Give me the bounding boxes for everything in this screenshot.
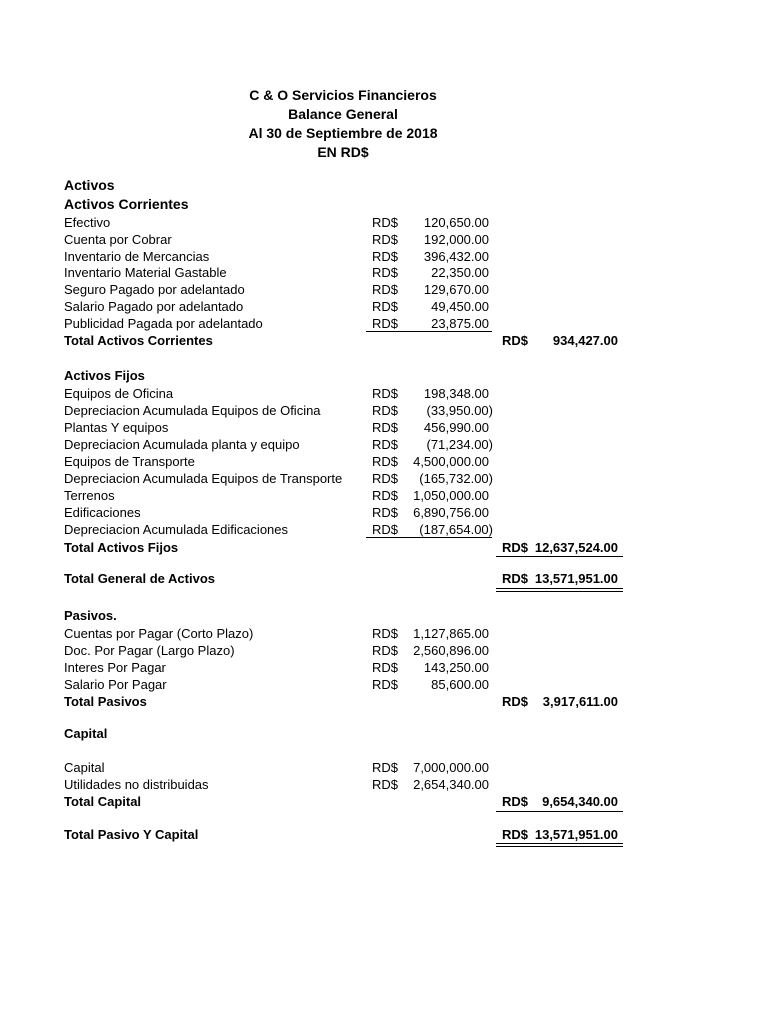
report-date: Al 30 de Septiembre de 2018	[248, 125, 438, 141]
row-amount: 49,450.00	[431, 299, 489, 314]
row-amount: 7,000,000.00	[413, 760, 489, 775]
total-amount: 12,637,524.00	[534, 540, 618, 555]
row-amount: 129,670.00	[423, 282, 489, 297]
total-row	[0, 793, 768, 810]
grand-total-row	[0, 570, 768, 587]
row-currency: RD$	[372, 626, 399, 641]
row-currency: RD$	[372, 386, 399, 401]
report-title: Balance General	[288, 106, 398, 122]
total-row	[0, 539, 768, 556]
row-label: Seguro Pagado por adelantado	[64, 282, 245, 297]
double-rule	[496, 588, 623, 592]
total-rule	[496, 556, 623, 557]
row-currency: RD$	[372, 282, 399, 297]
row-currency: RD$	[372, 232, 399, 247]
section-pasivos-title: Pasivos.	[64, 608, 117, 623]
table-row	[0, 214, 768, 231]
row-currency: RD$	[372, 215, 399, 230]
table-row	[0, 487, 768, 504]
total-label: Total General de Activos	[64, 571, 215, 586]
row-currency: RD$	[372, 522, 399, 537]
table-row	[0, 470, 768, 487]
row-label: Terrenos	[64, 488, 115, 503]
row-currency: RD$	[372, 488, 399, 503]
row-currency: RD$	[372, 403, 399, 418]
row-label: Equipos de Oficina	[64, 386, 174, 401]
table-row	[0, 521, 768, 538]
table-row	[0, 385, 768, 402]
row-label: Efectivo	[64, 215, 111, 230]
row-amount: 396,432.00	[423, 249, 489, 264]
table-row	[0, 231, 768, 248]
grand-total-row	[0, 826, 768, 843]
row-label: Depreciacion Acumulada Equipos de Oficina	[64, 403, 321, 418]
row-label: Edificaciones	[64, 505, 141, 520]
section-activos-corrientes-title: Activos Corrientes	[64, 196, 189, 212]
table-row	[0, 419, 768, 436]
total-row	[0, 332, 768, 349]
subtotal-rule	[366, 537, 492, 538]
row-amount: 22,350.00	[431, 265, 489, 280]
table-row	[0, 504, 768, 521]
row-amount: (187,654.00)	[419, 522, 493, 537]
row-amount: (33,950.00)	[426, 403, 493, 418]
section-activos-fijos-title: Activos Fijos	[64, 368, 145, 383]
row-amount: 4,500,000.00	[413, 454, 489, 469]
row-currency: RD$	[372, 677, 399, 692]
row-currency: RD$	[372, 454, 399, 469]
total-label: Total Pasivos	[64, 694, 147, 709]
row-amount: 1,050,000.00	[413, 488, 489, 503]
row-label: Inventario Material Gastable	[64, 265, 227, 280]
row-amount: 23,875.00	[431, 316, 489, 331]
total-amount: 13,571,951.00	[534, 571, 618, 586]
table-row	[0, 759, 768, 776]
row-currency: RD$	[372, 316, 399, 331]
total-label: Total Activos Fijos	[64, 540, 179, 555]
table-row	[0, 264, 768, 281]
row-label: Publicidad Pagada por adelantado	[64, 316, 263, 331]
row-label: Depreciacion Acumulada Equipos de Transporte	[64, 471, 343, 486]
total-currency: RD$	[502, 827, 529, 842]
total-label: Total Activos Corrientes	[64, 333, 213, 348]
row-amount: 456,990.00	[423, 420, 489, 435]
total-currency: RD$	[502, 333, 529, 348]
row-label: Cuentas por Pagar (Corto Plazo)	[64, 626, 254, 641]
table-row	[0, 315, 768, 332]
row-currency: RD$	[372, 299, 399, 314]
table-row	[0, 248, 768, 265]
row-amount: (71,234.00)	[426, 437, 493, 452]
table-row	[0, 281, 768, 298]
row-label: Depreciacion Acumulada Edificaciones	[64, 522, 289, 537]
table-row	[0, 676, 768, 693]
row-label: Cuenta por Cobrar	[64, 232, 172, 247]
total-currency: RD$	[502, 540, 529, 555]
row-currency: RD$	[372, 505, 399, 520]
table-row	[0, 453, 768, 470]
row-currency: RD$	[372, 760, 399, 775]
row-amount: (165,732.00)	[419, 471, 493, 486]
row-currency: RD$	[372, 437, 399, 452]
company-name: C & O Servicios Financieros	[249, 87, 437, 103]
row-amount: 143,250.00	[423, 660, 489, 675]
row-label: Salario Por Pagar	[64, 677, 167, 692]
row-label: Utilidades no distribuidas	[64, 777, 209, 792]
table-row	[0, 659, 768, 676]
total-row	[0, 693, 768, 710]
row-label: Interes Por Pagar	[64, 660, 166, 675]
total-currency: RD$	[502, 694, 529, 709]
total-amount: 9,654,340.00	[542, 794, 618, 809]
total-label: Total Pasivo Y Capital	[64, 827, 199, 842]
row-currency: RD$	[372, 265, 399, 280]
row-currency: RD$	[372, 643, 399, 658]
table-row	[0, 436, 768, 453]
row-amount: 120,650.00	[423, 215, 489, 230]
table-row	[0, 776, 768, 793]
double-rule	[496, 843, 623, 847]
row-currency: RD$	[372, 249, 399, 264]
table-row	[0, 625, 768, 642]
total-label: Total Capital	[64, 794, 142, 809]
table-row	[0, 298, 768, 315]
row-currency: RD$	[372, 471, 399, 486]
row-label: Doc. Por Pagar (Largo Plazo)	[64, 643, 235, 658]
row-currency: RD$	[372, 420, 399, 435]
total-rule	[496, 811, 623, 812]
row-amount: 2,560,896.00	[413, 643, 489, 658]
total-currency: RD$	[502, 794, 529, 809]
section-activos-title: Activos	[64, 177, 115, 193]
total-amount: 13,571,951.00	[534, 827, 618, 842]
row-label: Plantas Y equipos	[64, 420, 169, 435]
row-amount: 85,600.00	[431, 677, 489, 692]
row-amount: 1,127,865.00	[413, 626, 489, 641]
row-label: Capital	[64, 760, 105, 775]
total-amount: 3,917,611.00	[542, 694, 618, 709]
table-row	[0, 402, 768, 419]
row-amount: 192,000.00	[423, 232, 489, 247]
section-capital-title: Capital	[64, 726, 108, 741]
table-row	[0, 642, 768, 659]
total-amount: 934,427.00	[552, 333, 618, 348]
row-label: Salario Pagado por adelantado	[64, 299, 244, 314]
row-amount: 198,348.00	[423, 386, 489, 401]
row-amount: 2,654,340.00	[413, 777, 489, 792]
total-currency: RD$	[502, 571, 529, 586]
row-currency: RD$	[372, 777, 399, 792]
row-label: Depreciacion Acumulada planta y equipo	[64, 437, 300, 452]
row-label: Inventario de Mercancias	[64, 249, 210, 264]
row-amount: 6,890,756.00	[413, 505, 489, 520]
row-label: Equipos de Transporte	[64, 454, 195, 469]
report-currency: EN RD$	[317, 144, 369, 160]
row-currency: RD$	[372, 660, 399, 675]
